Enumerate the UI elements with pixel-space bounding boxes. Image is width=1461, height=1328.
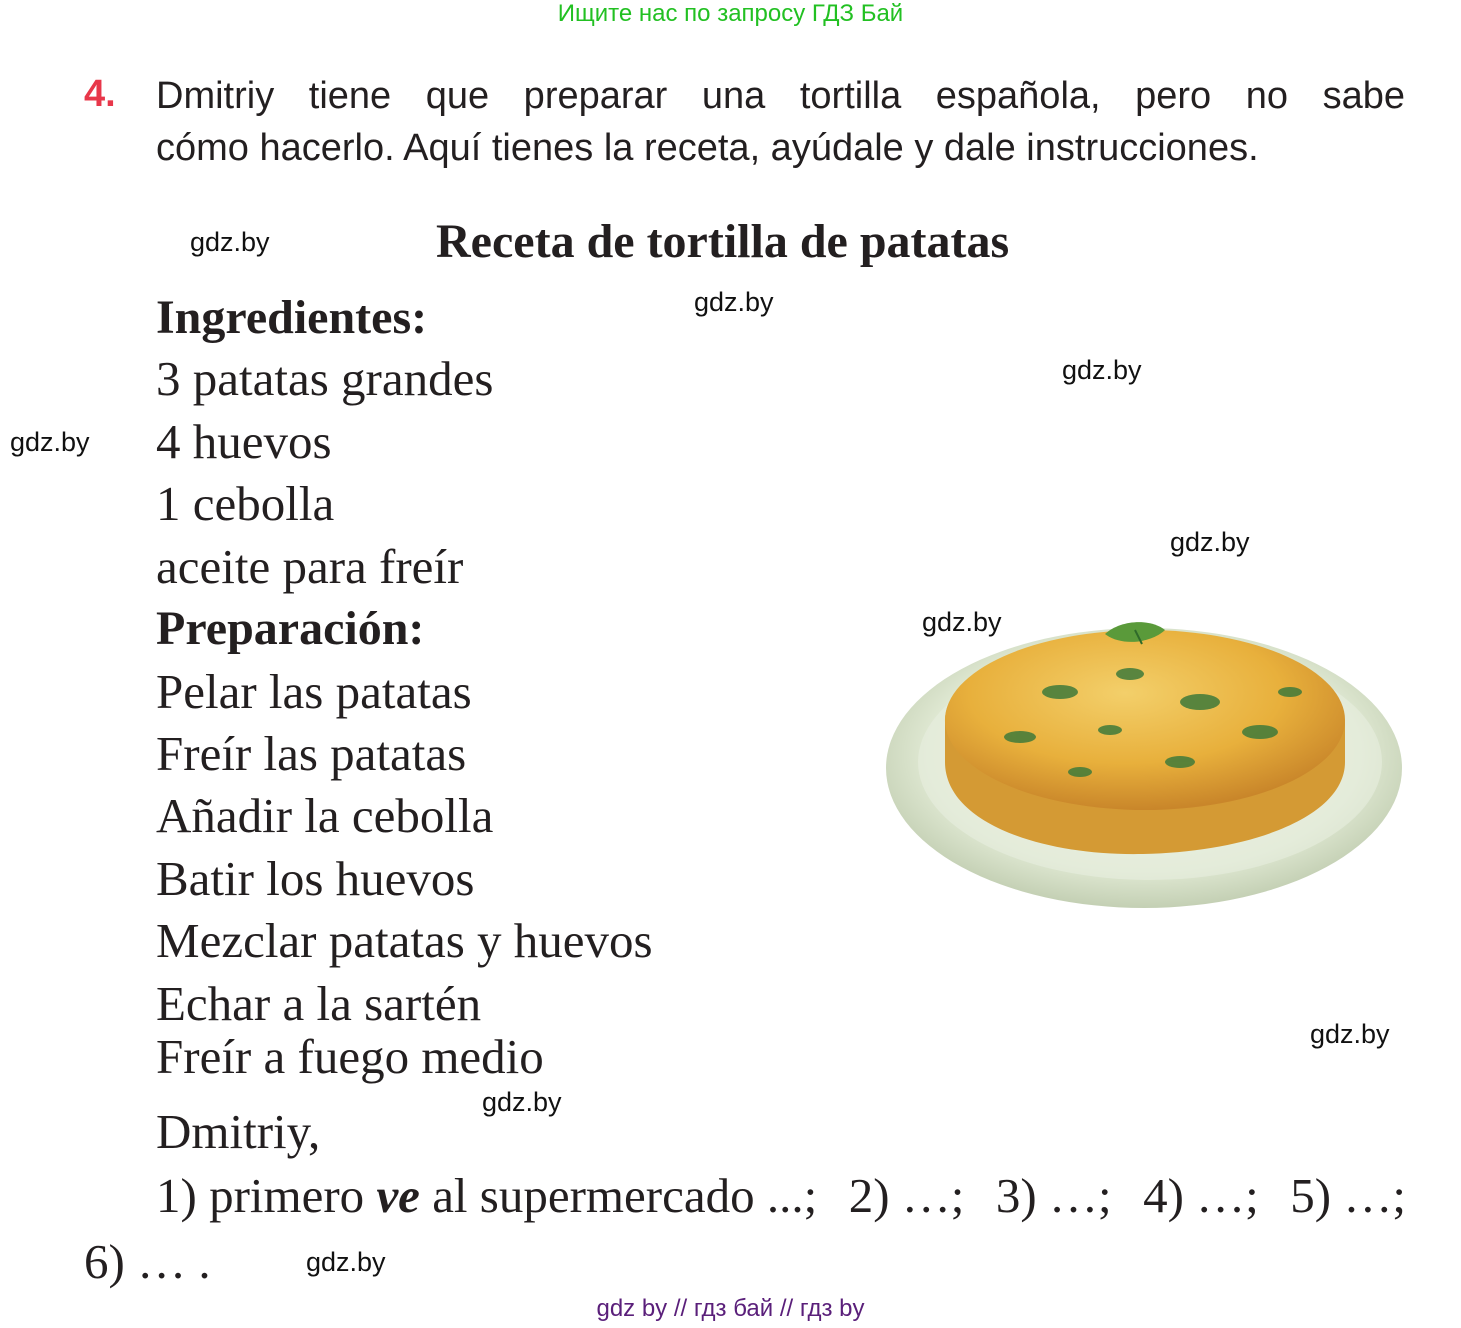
preparation-heading: Preparación: <box>156 602 425 655</box>
tortilla-photo <box>880 612 1410 918</box>
watermark: gdz.by <box>922 607 1002 637</box>
preparation-step: Añadir la cebolla <box>156 788 494 843</box>
answer-step-3: 3) …; <box>995 1168 1112 1223</box>
watermark: gdz.by <box>306 1247 386 1277</box>
exercise-number: 4. <box>84 73 116 115</box>
ingredient-item: 4 huevos <box>156 414 332 469</box>
watermark: gdz.by <box>10 427 90 457</box>
answer-step-6: 6) … . <box>84 1234 211 1289</box>
answer-step-5: 5) …; <box>1290 1168 1406 1223</box>
ingredients-heading: Ingredientes: <box>156 291 428 344</box>
watermark: gdz.by <box>1310 1019 1390 1049</box>
preparation-step: Mezclar patatas y huevos <box>156 913 653 968</box>
instruction-line-2: cómo hacerlo. Aquí tienes la receta, ayúdale y dale instrucciones. <box>156 127 1259 169</box>
preparation-step: Echar a la sartén <box>156 976 482 1031</box>
watermark: gdz.by <box>694 287 774 317</box>
exercise-instructions <box>156 70 1405 174</box>
watermark: gdz.by <box>190 227 270 257</box>
preparation-step: Freír las patatas <box>156 726 467 781</box>
footer-links[interactable]: gdz by // гдз бай // гдз by <box>596 1295 865 1322</box>
answer-step-4: 4) …; <box>1143 1168 1259 1223</box>
watermark: gdz.by <box>1062 355 1142 385</box>
preparation-step: Pelar las patatas <box>156 664 472 719</box>
ingredient-item: aceite para freír <box>156 539 464 594</box>
ingredient-item: 3 patatas grandes <box>156 351 494 406</box>
preparation-step: Freír a fuego medio <box>156 1029 544 1084</box>
answer-salutation: Dmitriy, <box>156 1104 321 1159</box>
answer-verb: ve <box>376 1168 420 1223</box>
answer-steps-line <box>156 1166 1406 1226</box>
preparation-step: Batir los huevos <box>156 851 475 906</box>
ingredient-item: 1 cebolla <box>156 476 335 531</box>
instruction-line-1: Dmitriy tiene que preparar una tortilla española, pero no sabe <box>156 75 1405 117</box>
watermark: gdz.by <box>482 1087 562 1117</box>
answer-step-1: 1) primero ve al supermercado ...; <box>156 1168 818 1223</box>
answer-step-2: 2) …; <box>848 1168 965 1223</box>
watermark: gdz.by <box>1170 527 1250 557</box>
recipe-title: Receta de tortilla de patatas <box>436 215 1010 268</box>
header-link[interactable]: Ищите нас по запросу ГДЗ Бай <box>557 0 904 27</box>
